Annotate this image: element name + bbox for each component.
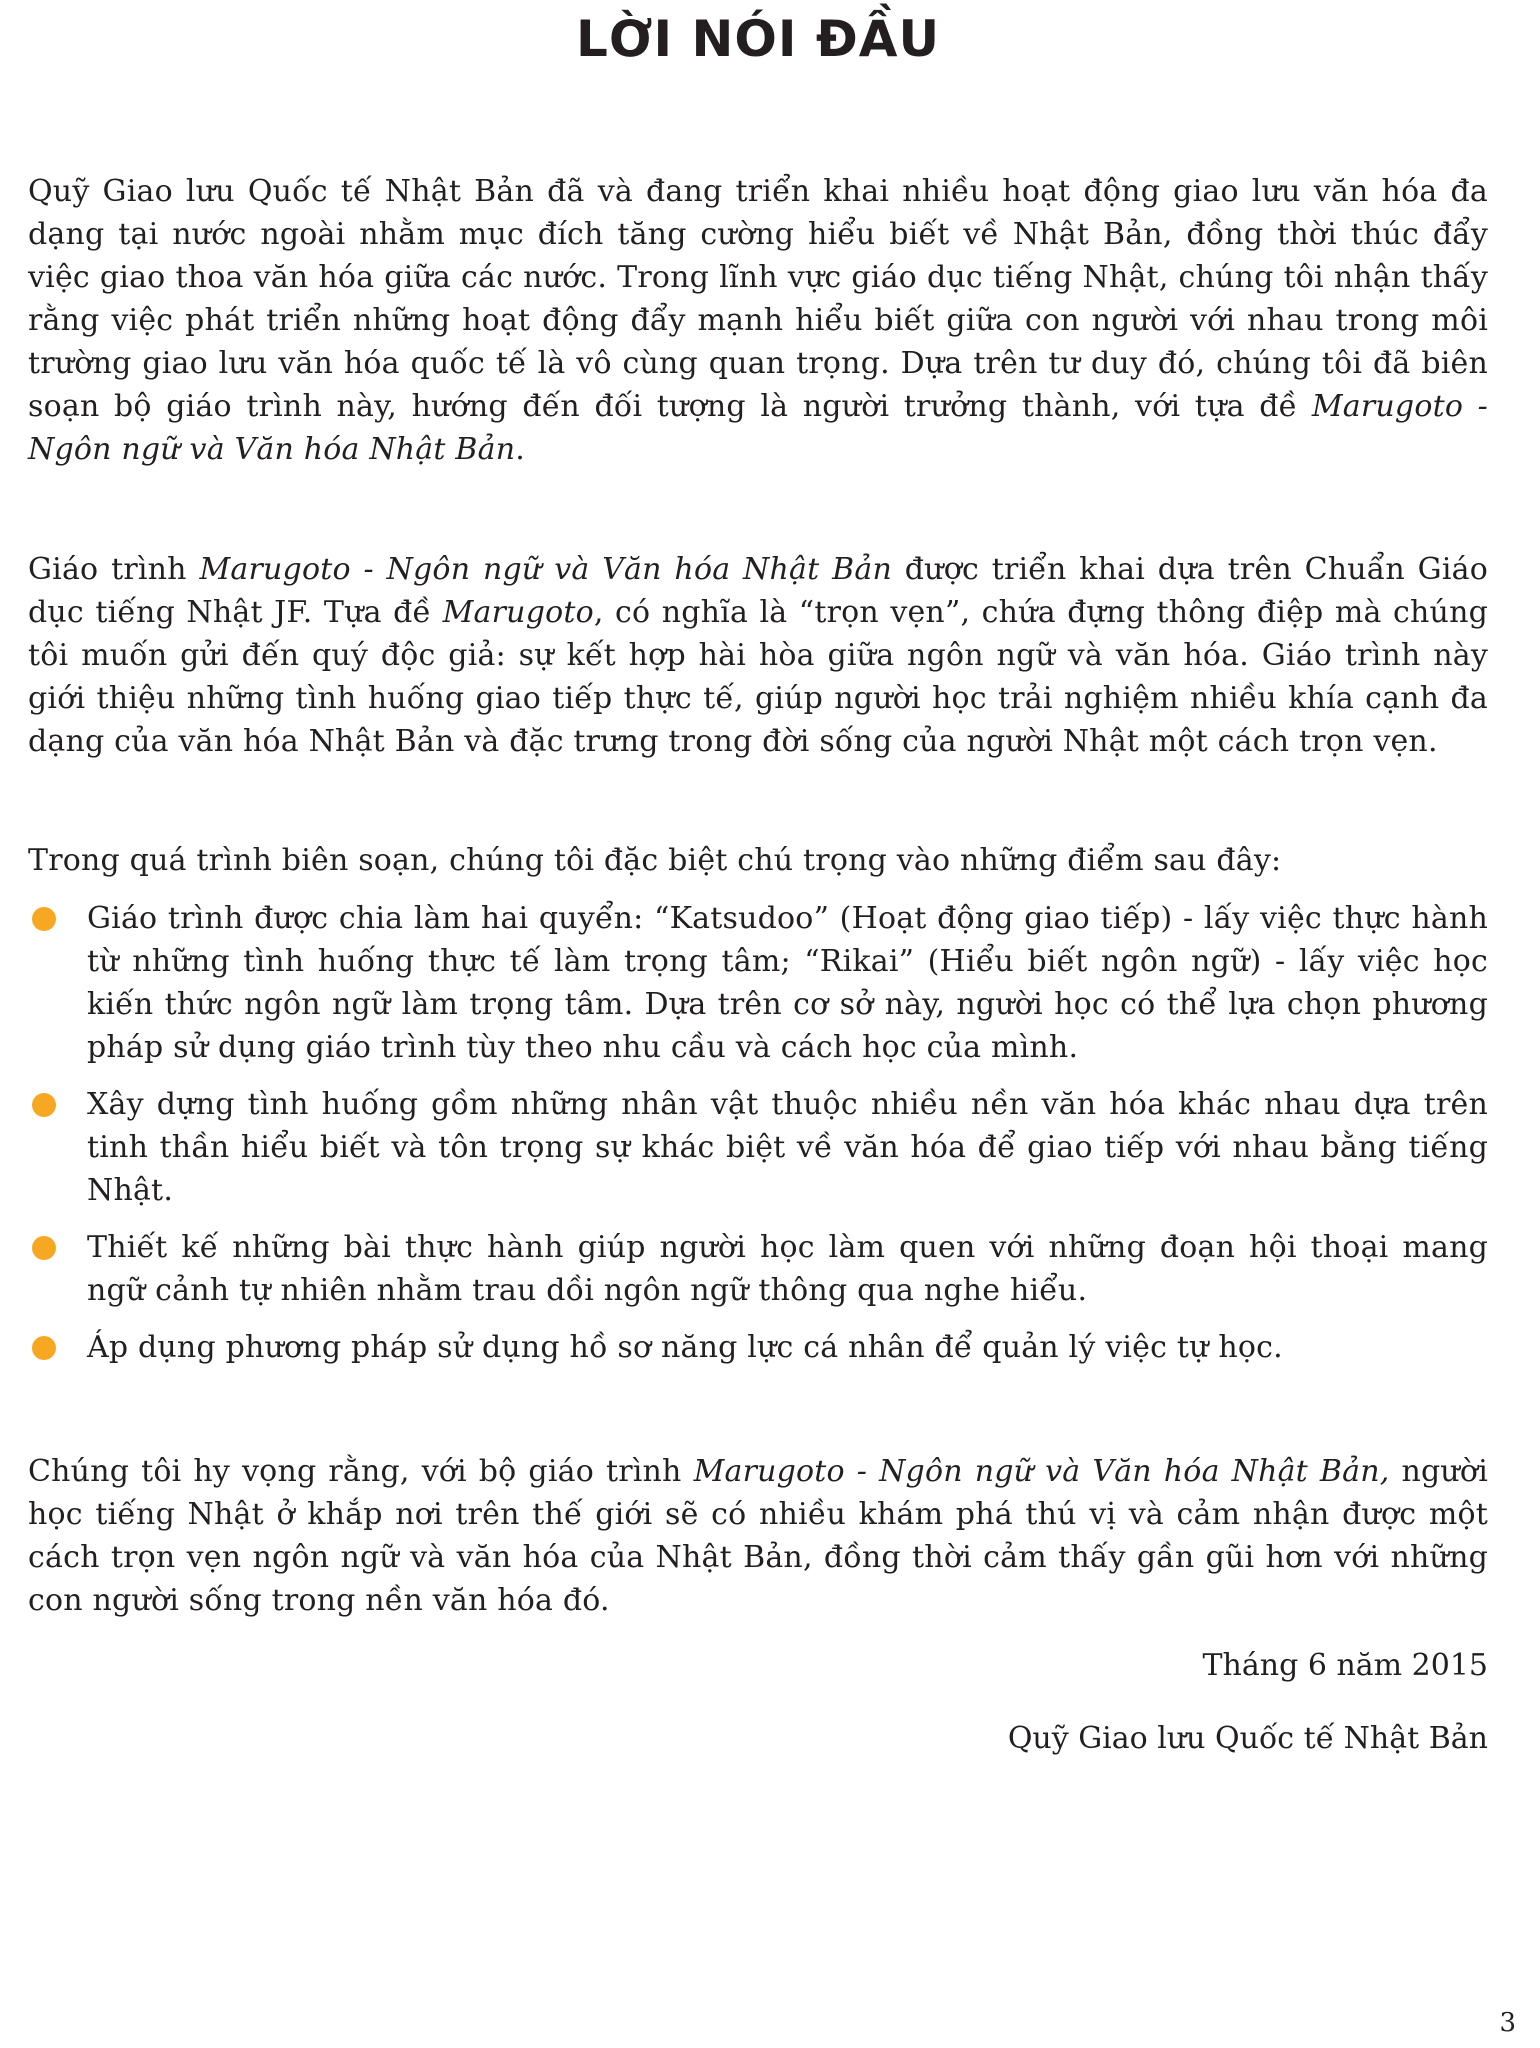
focus-intro-paragraph: Trong quá trình biên soạn, chúng tôi đặc biệt chú trọng vào những điểm sau đây: (28, 843, 1282, 878)
closing-text-1: Chúng tôi hy vọng rằng, với bộ giáo trình (28, 1454, 694, 1489)
description-text-1: Giáo trình (28, 552, 200, 587)
list-item-text: Áp dụng phương pháp sử dụng hồ sơ năng lực cá nhân để quản lý việc tự học. (87, 1330, 1283, 1365)
book-title-italic: Marugoto - Ngôn ngữ và Văn hóa Nhật Bản, (693, 1454, 1390, 1489)
list-item-text: Thiết kế những bài thực hành giúp người học làm quen với những đoạn hội thoại mang ngữ cảnh tự nhiên nhằm trau dồi ngôn ngữ thông qua nghe hiểu. (87, 1230, 1488, 1308)
closing-text-2: người học tiếng Nhật ở khắp nơi trên thế giới sẽ có nhiều khám phá thú vị và cảm nhận được một cách trọn vẹn ngôn ngữ và văn hóa của Nhật Bản, đồng thời cảm thấy gần gũi hơn với những con người sống trong nền văn hóa đó. (28, 1454, 1488, 1618)
intro-end: . (515, 432, 525, 467)
closing-paragraph (28, 1450, 1488, 1622)
focus-points-list (28, 897, 1488, 1383)
marugoto-italic: Marugoto (442, 595, 594, 630)
bullet-dot-icon (32, 1336, 56, 1360)
bullet-dot-icon (32, 1236, 56, 1260)
list-item (28, 1083, 1488, 1212)
signature-organization: Quỹ Giao lưu Quốc tế Nhật Bản (1007, 1721, 1488, 1756)
list-item-text: Xây dựng tình huống gồm những nhân vật thuộc nhiều nền văn hóa khác nhau dựa trên tinh thần hiểu biết và tôn trọng sự khác biệt về văn hóa để giao tiếp với nhau bằng tiếng Nhật. (87, 1087, 1488, 1208)
bullet-dot-icon (32, 907, 56, 931)
intro-paragraph (28, 170, 1488, 471)
book-title-italic: Marugoto - Ngôn ngữ và Văn hóa Nhật Bản (199, 552, 892, 587)
bullet-dot-icon (32, 1093, 56, 1117)
description-text-2: được triển khai dựa trên Chuẩn Giáo dục tiếng Nhật JF. Tựa đề (28, 552, 1488, 630)
list-item (28, 1226, 1488, 1312)
page-title: LỜI NÓI ĐẦU (575, 10, 941, 68)
description-text-3: , có nghĩa là “trọn vẹn”, chứa đựng thông điệp mà chúng tôi muốn gửi đến quý độc giả: sự kết hợp hài hòa giữa ngôn ngữ và văn hóa. Giáo trình này giới thiệu những tình huống giao tiếp thực tế, giúp người học trải nghiệm nhiều khía cạnh đa dạng của văn hóa Nhật Bản và đặc trưng trong đời sống của người Nhật một cách trọn vẹn. (28, 595, 1488, 759)
list-item (28, 1326, 1488, 1369)
signature-date: Tháng 6 năm 2015 (1202, 1648, 1488, 1683)
list-item-text: Giáo trình được chia làm hai quyển: “Katsudoo” (Hoạt động giao tiếp) - lấy việc thực hành từ những tình huống thực tế làm trọng tâm; “Rikai” (Hiểu biết ngôn ngữ) - lấy việc học kiến thức ngôn ngữ làm trọng tâm. Dựa trên cơ sở này, người học có thể lựa chọn phương pháp sử dụng giáo trình tùy theo nhu cầu và cách học của mình. (87, 901, 1488, 1065)
page-number: 3 (1499, 2008, 1516, 2038)
intro-text: Quỹ Giao lưu Quốc tế Nhật Bản đã và đang triển khai nhiều hoạt động giao lưu văn hóa đa dạng tại nước ngoài nhằm mục đích tăng cường hiểu biết về Nhật Bản, đồng thời thúc đẩy việc giao thoa văn hóa giữa các nước. Trong lĩnh vực giáo dục tiếng Nhật, chúng tôi nhận thấy rằng việc phát triển những hoạt động đẩy mạnh hiểu biết giữa con người với nhau trong môi trường giao lưu văn hóa quốc tế là vô cùng quan trọng. Dựa trên tư duy đó, chúng tôi đã biên soạn bộ giáo trình này, hướng đến đối tượng là người trưởng thành, với tựa đề (28, 174, 1488, 424)
description-paragraph (28, 548, 1488, 763)
list-item (28, 897, 1488, 1069)
book-title-italic: Marugoto - Ngôn ngữ và Văn hóa Nhật Bản (28, 389, 1488, 467)
